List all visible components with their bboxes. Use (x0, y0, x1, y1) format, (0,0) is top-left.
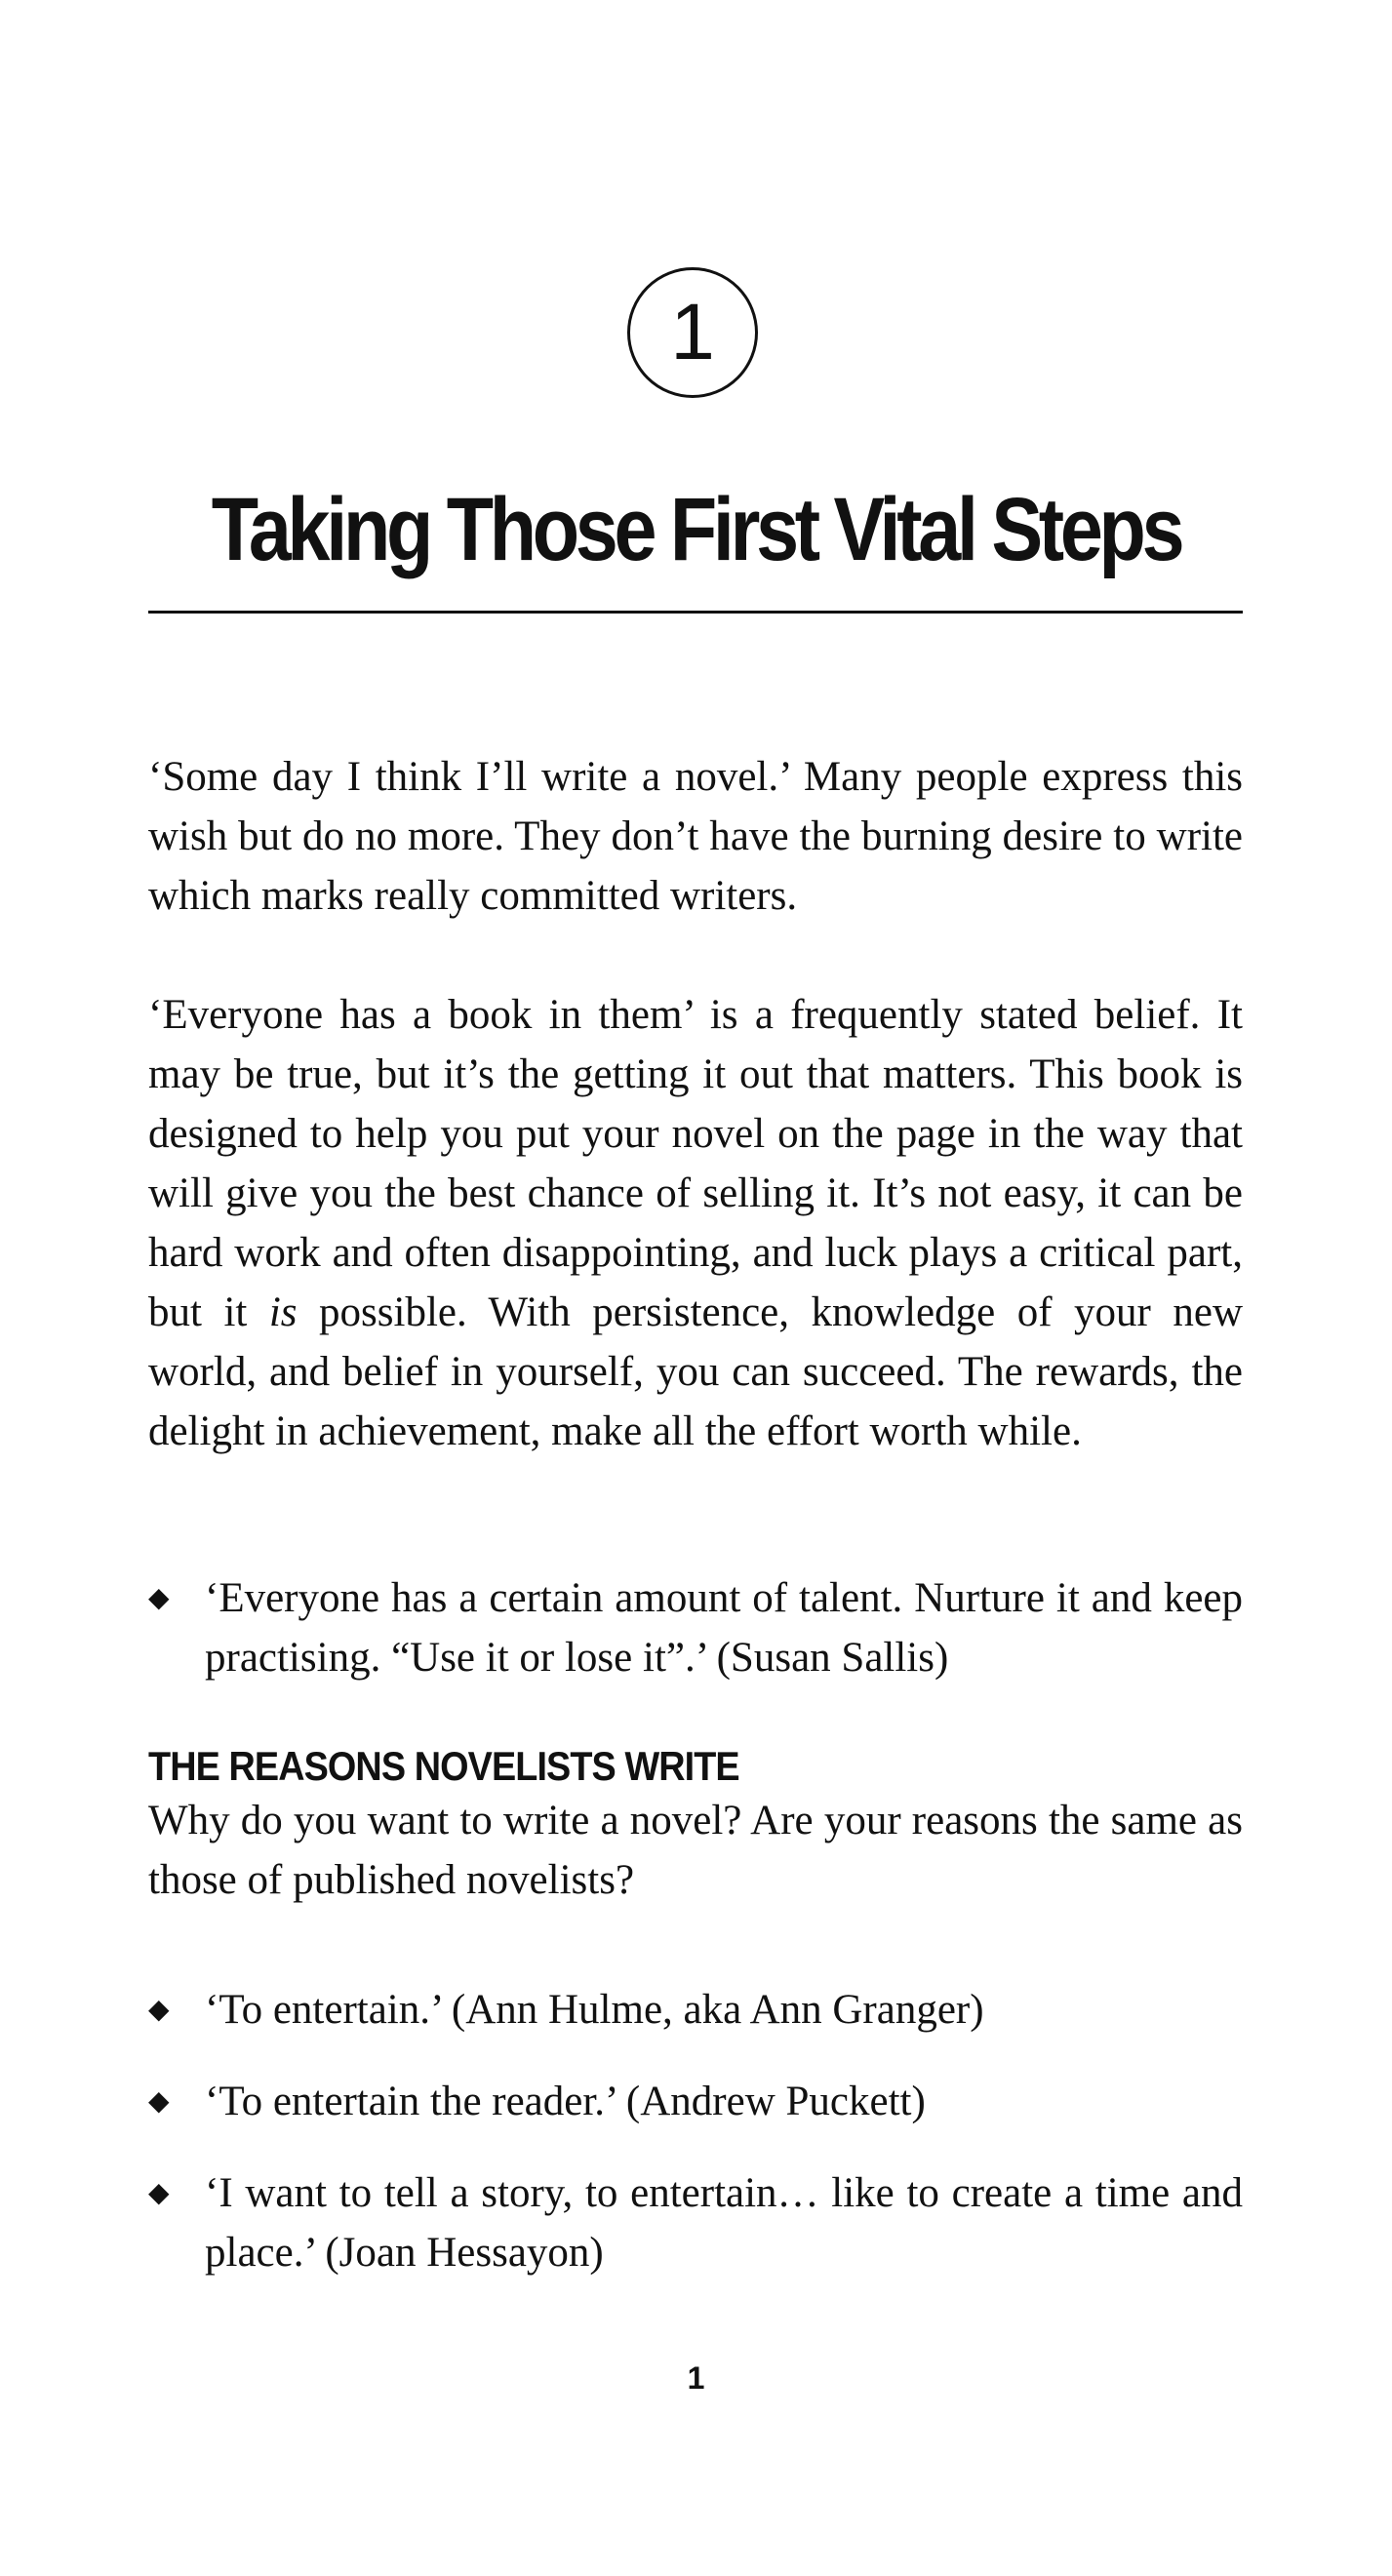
quote-bullet-puckett (148, 2072, 1243, 2131)
diamond-bullet-icon: ◆ (148, 1995, 170, 2025)
chapter-number: 1 (670, 288, 715, 376)
second-paragraph-text-a: ‘Everyone has a book in them’ is a frequently stated belief. It may be true, but it’s the getting it out that matters. This book is designed to help you put your novel on the page in the way that will give you the best chance of selling it. It’s not easy, it can be hard work and often disappointing, and luck plays a critical part, but it (148, 992, 1243, 1335)
emphasis-is: is (268, 1289, 298, 1335)
quote-bullet-sallis (148, 1568, 1243, 1687)
chapter-title: Taking Those First Vital Steps (211, 480, 1181, 579)
bullet-text: ‘I want to tell a story, to entertain… like to create a time and place.’ (Joan Hessayon) (205, 2170, 1243, 2276)
chapter-number-badge (627, 267, 758, 398)
second-paragraph (148, 985, 1243, 1461)
title-divider (148, 611, 1243, 614)
diamond-bullet-icon: ◆ (148, 1583, 170, 1613)
bullet-text: ‘Everyone has a certain amount of talent. Nurture it and keep practising. “Use it or lose it”.’ (Susan Sallis) (205, 1575, 1243, 1681)
intro-paragraph: ‘Some day I think I’ll write a novel.’ Many people express this wish but do no more. They don’t have the burning desire to write which marks really committed writers. (148, 754, 1243, 919)
page-number: 1 (687, 2360, 705, 2396)
section-heading: THE REASONS NOVELISTS WRITE (148, 1743, 739, 1789)
bullet-text: ‘To entertain.’ (Ann Hulme, aka Ann Granger) (205, 1987, 984, 2033)
bullet-text: ‘To entertain the reader.’ (Andrew Puckett) (205, 2079, 926, 2124)
diamond-bullet-icon: ◆ (148, 2178, 170, 2208)
quote-bullet-hessayon (148, 2163, 1243, 2282)
second-paragraph-text-b: possible. With persistence, knowledge of your new world, and belief in yourself, you can succeed. The rewards, the delight in achievement, make all the effort worth while. (148, 1289, 1243, 1454)
quote-bullet-hulme (148, 1980, 1243, 2040)
diamond-bullet-icon: ◆ (148, 2086, 170, 2117)
section-paragraph: Why do you want to write a novel? Are your reasons the same as those of published novelists? (148, 1798, 1243, 1903)
